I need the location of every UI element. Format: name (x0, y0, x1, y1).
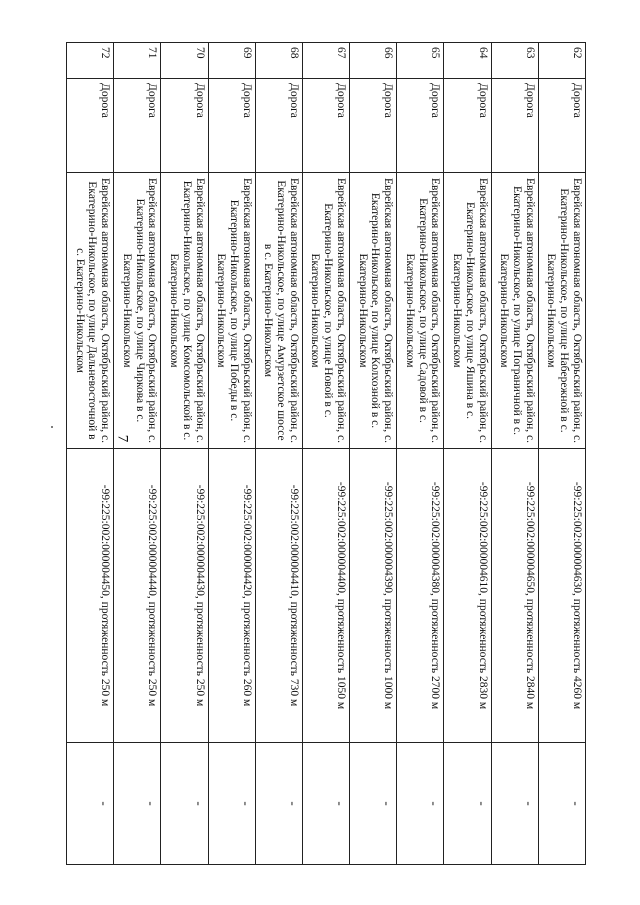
table-row (67, 43, 114, 865)
row-number-cell: 71 (114, 43, 161, 79)
table-row (302, 43, 349, 865)
note-cell: - (397, 743, 444, 865)
row-number-cell: 72 (67, 43, 114, 79)
row-number-cell: 70 (161, 43, 208, 79)
cadastral-number-cell: -99:225:002:000004610, протяженность 2830 м (444, 449, 491, 743)
table-row (397, 43, 444, 865)
address-cell: Еврейская автономная область, Октябрьский район, с. Екатерино-Никольское, по улице Колхозной в с. Екатерино-Никольском (350, 173, 397, 449)
object-type-cell: Дорога (255, 79, 302, 173)
address-cell: Еврейская автономная область, Октябрьский район, с. Екатерино-Никольское, по улице Победы в с. Екатерино-Никольском (208, 173, 255, 449)
object-type-cell: Дорога (114, 79, 161, 173)
address-cell: Еврейская автономная область, Октябрьский район, с. Екатерино-Никольское, по улице Комсомольской в с. Екатерино-Никольском (161, 173, 208, 449)
note-cell: - (538, 743, 585, 865)
object-type-cell: Дорога (538, 79, 585, 173)
road-register-table (66, 42, 586, 865)
cadastral-number-cell: -99:225:002:000004420, протяженность 260 м (208, 449, 255, 743)
table-row (538, 43, 585, 865)
cadastral-number-cell: -99:225:002:000004380, протяженность 2700 м (397, 449, 444, 743)
object-type-cell: Дорога (444, 79, 491, 173)
cadastral-number-cell: -99:225:002:000004440, протяженность 250 м (114, 449, 161, 743)
cadastral-number-cell: -99:225:002:000004430, протяженность 250 м (161, 449, 208, 743)
table-row (350, 43, 397, 865)
note-cell: - (350, 743, 397, 865)
row-number-cell: 65 (397, 43, 444, 79)
note-cell: - (114, 743, 161, 865)
row-number-cell: 68 (255, 43, 302, 79)
address-cell: Еврейская автономная область, Октябрьский район, с. Екатерино-Никольское, по улице Пограничной в с. Екатерино-Никольском (491, 173, 538, 449)
scan-speck (51, 426, 53, 428)
rotated-table-container (66, 42, 586, 864)
address-cell: Еврейская автономная область, Октябрьский район, с. Екатерино-Никольское, по улице Амурзетское шоссе в с. Екатерино-Никольском (255, 173, 302, 449)
table-body (67, 43, 586, 865)
note-cell: - (161, 743, 208, 865)
object-type-cell: Дорога (491, 79, 538, 173)
table-row (491, 43, 538, 865)
table-row (208, 43, 255, 865)
address-cell: Еврейская автономная область, Октябрьский район, с. Екатерино-Никольское, по улице Дальневосточной в с. Екатерино-Никольском (67, 173, 114, 449)
cadastral-number-cell: -99:225:002:000004630, протяженность 4260 м (538, 449, 585, 743)
row-number-cell: 67 (302, 43, 349, 79)
note-cell: - (67, 743, 114, 865)
table-row (255, 43, 302, 865)
cadastral-number-cell: -99:225:002:000004400, протяженность 1050 м (302, 449, 349, 743)
address-cell: Еврейская автономная область, Октябрьский район, с. Екатерино-Никольское, по улице Чиркова в с. Екатерино-Никольском (114, 173, 161, 449)
address-cell: Еврейская автономная область, Октябрьский район, с. Екатерино-Никольское, по улице Яшина в с. Екатерино-Никольском (444, 173, 491, 449)
object-type-cell: Дорога (350, 79, 397, 173)
page-number: 7 (114, 434, 131, 443)
cadastral-number-cell: -99:225:002:000004450, протяженность 250 м (67, 449, 114, 743)
row-number-cell: 66 (350, 43, 397, 79)
note-cell: - (208, 743, 255, 865)
object-type-cell: Дорога (397, 79, 444, 173)
row-number-cell: 63 (491, 43, 538, 79)
address-cell: Еврейская автономная область, Октябрьский район, с. Екатерино-Никольское, по улице Новой в с. Екатерино-Никольском (302, 173, 349, 449)
object-type-cell: Дорога (302, 79, 349, 173)
cadastral-number-cell: -99:225:002:000004650, протяженность 2840 м (491, 449, 538, 743)
note-cell: - (491, 743, 538, 865)
cadastral-number-cell: -99:225:002:000004390, протяженность 1000 м (350, 449, 397, 743)
table-row (114, 43, 161, 865)
address-cell: Еврейская автономная область, Октябрьский район, с. Екатерино-Никольское, по улице Набережной в с. Екатерино-Никольском (538, 173, 585, 449)
note-cell: - (255, 743, 302, 865)
note-cell: - (444, 743, 491, 865)
address-cell: Еврейская автономная область, Октябрьский район, с. Екатерино-Никольское, по улице Садовой в с. Екатерино-Никольском (397, 173, 444, 449)
object-type-cell: Дорога (161, 79, 208, 173)
row-number-cell: 69 (208, 43, 255, 79)
table-row (444, 43, 491, 865)
row-number-cell: 64 (444, 43, 491, 79)
object-type-cell: Дорога (67, 79, 114, 173)
table-row (161, 43, 208, 865)
note-cell: - (302, 743, 349, 865)
row-number-cell: 62 (538, 43, 585, 79)
object-type-cell: Дорога (208, 79, 255, 173)
road-register-table-frame (66, 42, 586, 864)
cadastral-number-cell: -99:225:002:000004410, протяженность 730 м (255, 449, 302, 743)
